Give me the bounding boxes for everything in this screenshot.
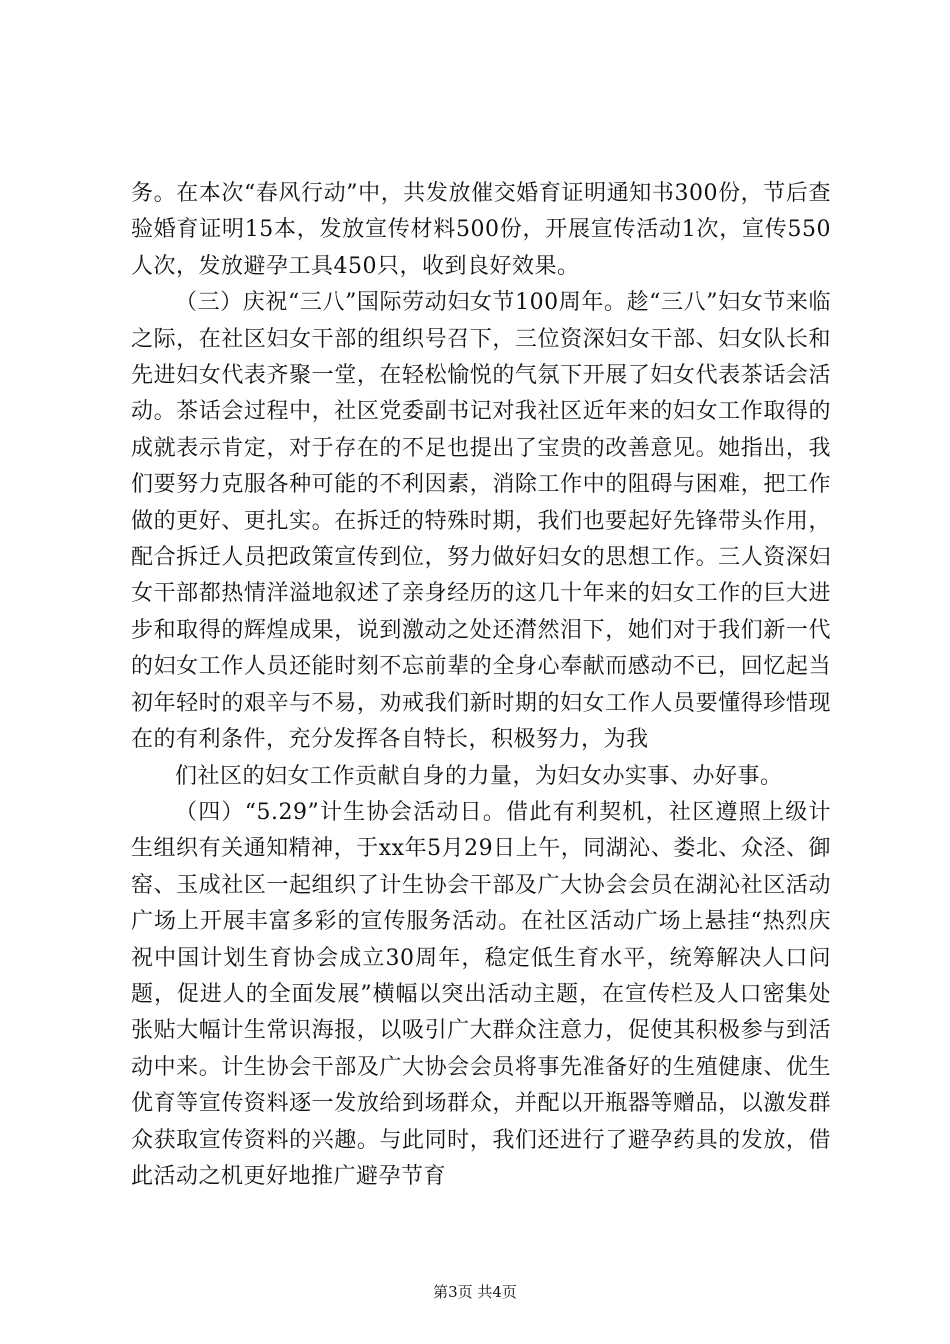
paragraph-4: （四）“5.29”计生协会活动日。借此有利契机，社区遵照上级计生组织有关通知精神，于xx年5月29日上午，同湖沁、娄北、众泾、御窑、玉成社区一起组织了计生协会干部及广大协会会员在湖沁社区活动广场上开展丰富多彩的宣传服务活动。在社区活动广场上悬挂“热烈庆祝中国计划生育协会成立30周年，稳定低生育水平，统筹解决人口问题，促进人的全面发展”横幅以突出活动主题，在宣传栏及人口密集处张贴大幅计生常识海报，以吸引广大群众注意力，促使其积极参与到活动中来。计生协会干部及广大协会会员将事先准备好的生殖健康、优生优育等宣传资料逐一发放给到场群众，并配以开瓶器等赠品，以激发群众获取宣传资料的兴趣。与此同时，我们还进行了避孕药具的发放，借此活动之机更好地推广避孕节育 <box>131 799 831 1189</box>
document-body <box>131 176 831 1195</box>
paragraph-1: 务。在本次“春风行动”中，共发放催交婚育证明通知书300份，节后查验婚育证明15本，发放宣传材料500份，开展宣传活动1次，宣传550人次，发放避孕工具450只，收到良好效果。 <box>131 181 831 279</box>
paragraph-2: （三）庆祝“三八”国际劳动妇女节100周年。趁“三八”妇女节来临之际，在社区妇女干部的组织号召下，三位资深妇女干部、妇女队长和先进妇女代表齐聚一堂，在轻松愉悦的气氛下开展了妇女代表茶话会活动。茶话会过程中，社区党委副书记对我社区近年来的妇女工作取得的成就表示肯定，对于存在的不足也提出了宝贵的改善意见。她指出，我们要努力克服各种可能的不利因素，消除工作中的阻碍与困难，把工作做的更好、更扎实。在拆迁的特殊时期，我们也要起好先锋带头作用，配合拆迁人员把政策宣传到位，努力做好妇女的思想工作。三人资深妇女干部都热情洋溢地叙述了亲身经历的这几十年来的妇女工作的巨大进步和取得的辉煌成果，说到激动之处还潸然泪下，她们对于我们新一代的妇女工作人员还能时刻不忘前辈的全身心奉献而感动不已，回忆起当初年轻时的艰辛与不易，劝戒我们新时期的妇女工作人员要懂得珍惜现在的有利条件，充分发挥各自特长，积极努力，为我 <box>131 290 831 753</box>
page-number-footer: 第3页 共4页 <box>433 1283 517 1301</box>
paragraph-3: 们社区的妇女工作贡献自身的力量，为妇女办实事、办好事。 <box>175 763 783 789</box>
